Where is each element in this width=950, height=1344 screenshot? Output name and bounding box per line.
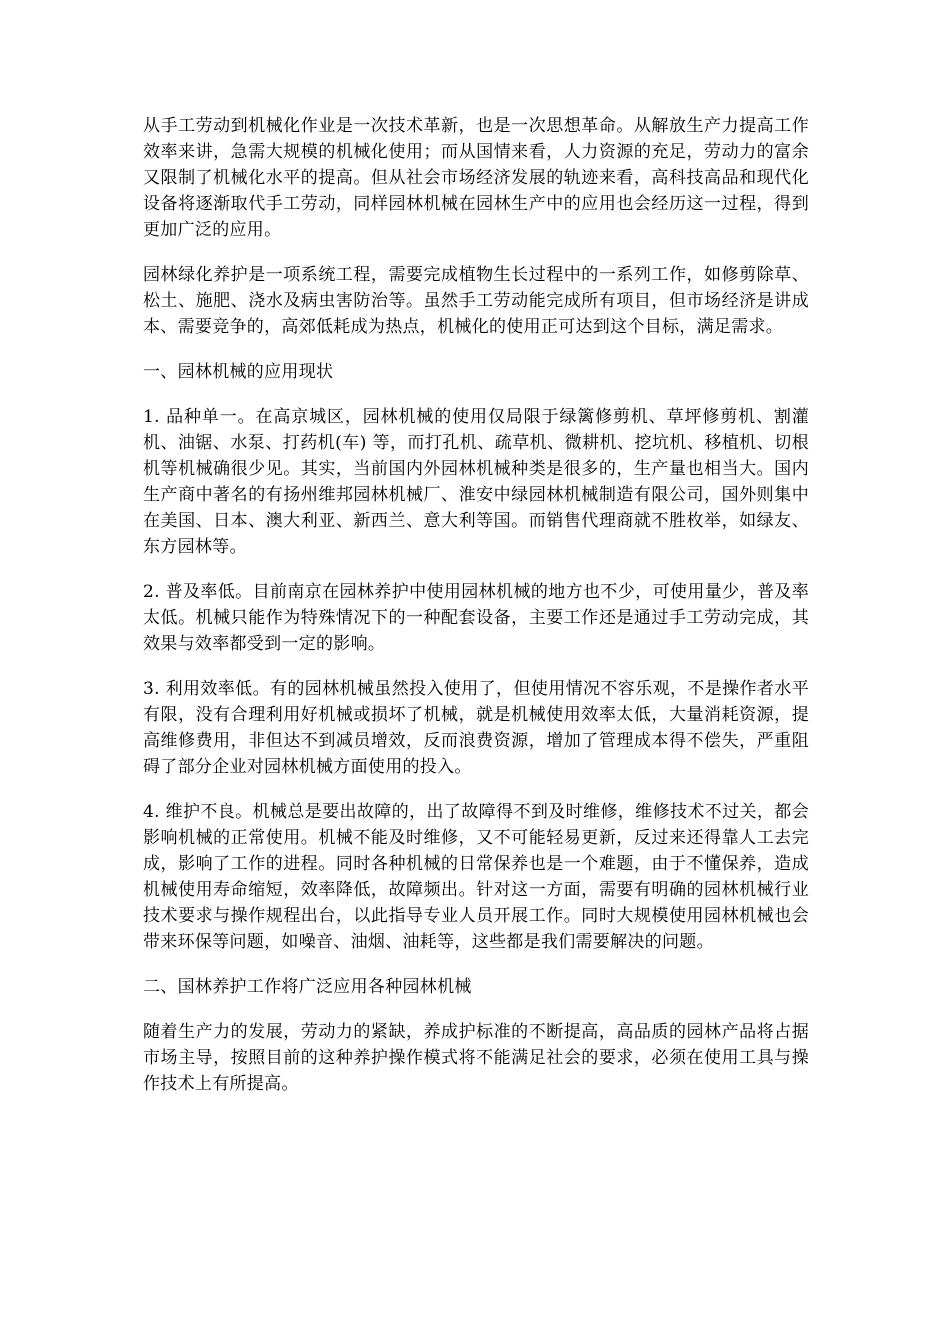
paragraph-point-1: 1. 品种单一。在高京城区，园林机械的使用仅局限于绿篱修剪机、草坪修剪机、割灌机、油锯、水泵、打药机(车) 等，而打孔机、疏草机、微耕机、挖坑机、移植机、切根机等机械确很少见。其实，当前国内外园林机械种类是很多的，生产量也相当大。国内生产商中著名的有扬州维邦园林机械厂、淮安中绿园林机械制造有限公司，国外则集中在美国、日本、澳大利亚、新西兰、意大利等国。而销售代理商就不胜枚举，如绿友、东方园林等。: [143, 407, 809, 557]
paragraph-point-3: 3. 利用效率低。有的园林机械虽然投入使用了，但使用情况不容乐观，不是操作者水平有限，没有合理利用好机械或损坏了机械，就是机械使用效率太低，大量消耗资源，提高维修费用，非但达不到减员增效，反而浪费资源，增加了管理成本得不偿失，严重阻碍了部分企业对园林机械方面使用的投入。: [143, 679, 809, 777]
paragraph-intro: 从手工劳动到机械化作业是一次技术革新，也是一次思想革命。从解放生产力提高工作效率来讲，急需大规模的机械化使用；而从国情来看，人力资源的充足，劳动力的富余又限制了机械化水平的提高。但从社会市场经济发展的轨迹来看，高科技高品和现代化设备将逐渐取代手工劳动，同样园林机械在园林生产中的应用也会经历这一过程，得到更加广泛的应用。: [143, 116, 809, 240]
paragraph-conclusion: 随着生产力的发展，劳动力的紧缺，养成护标准的不断提高，高品质的园林产品将占据市场主导，按照目前的这种养护操作模式将不能满足社会的要求，必须在使用工具与操作技术上有所提高。: [143, 1022, 809, 1094]
paragraph-point-2: 2. 普及率低。目前南京在园林养护中使用园林机械的地方也不少，可使用量少，普及率太低。机械只能作为特殊情况下的一种配套设备，主要工作还是通过手工劳动完成，其效果与效率都受到一定的影响。: [143, 582, 809, 654]
paragraph-maintenance: 园林绿化养护是一项系统工程，需要完成植物生长过程中的一系列工作，如修剪除草、松土、施肥、浇水及病虫害防治等。虽然手工劳动能完成所有项目，但市场经济是讲成本、需要竞争的，高郊低耗成为热点，机械化的使用正可达到这个目标，满足需求。: [143, 265, 809, 337]
paragraph-point-4: 4. 维护不良。机械总是要出故障的，出了故障得不到及时维修，维修技术不过关，都会影响机械的正常使用。机械不能及时维修，又不可能轻易更新，反过来还得靠人工去完成，影响了工作的进程。同时各种机械的日常保养也是一个难题，由于不懂保养，造成机械使用寿命缩短，效率降低，故障频出。针对这一方面，需要有明确的园林机械行业技术要求与操作规程出台，以此指导专业人员开展工作。同时大规模使用园林机械也会带来环保等问题，如噪音、油烟、油耗等，这些都是我们需要解决的问题。: [143, 802, 809, 952]
document-body: [143, 113, 809, 1116]
section-heading-2: 二、国林养护工作将广泛应用各种园林机械: [143, 977, 472, 997]
section-heading-1: 一、园林机械的应用现状: [143, 362, 334, 382]
